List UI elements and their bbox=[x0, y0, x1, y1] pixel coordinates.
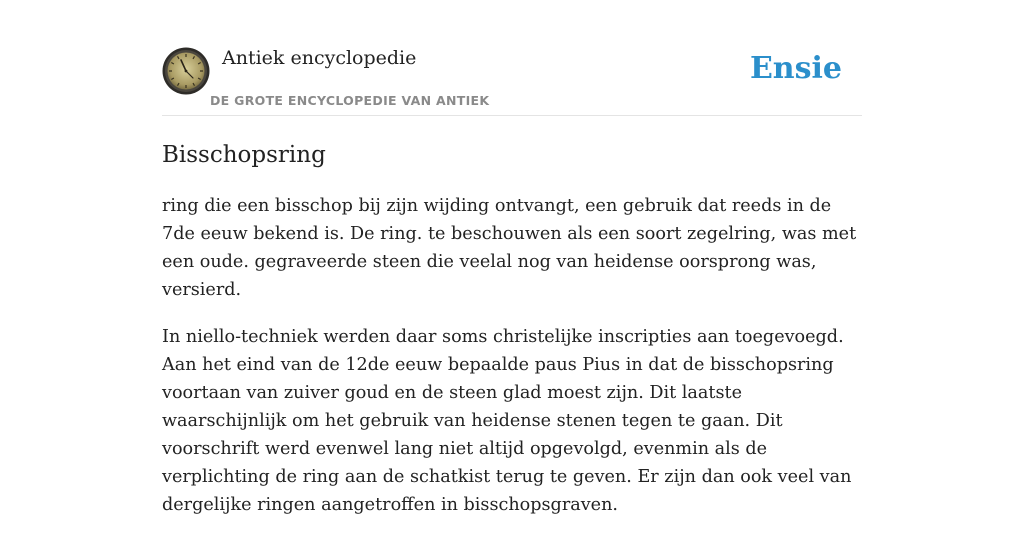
antique-clock-icon[interactable] bbox=[162, 47, 210, 95]
site-header bbox=[162, 0, 862, 116]
article-paragraph: In niello-techniek werden daar soms christelijke inscripties aan toegevoegd. Aan het eind van de 12de eeuw bepaalde paus Pius in dat de bisschopsring voortaan van zuiver goud en de steen glad moest zijn. Dit laatste waarschijnlijk om het gebruik van heidense stenen tegen te gaan. Dit voorschrift werd evenwel lang niet altijd opgevolgd, evenmin als de verplichting de ring aan de schatkist terug te geven. Er zijn dan ook veel van dergelijke ringen aangetroffen in bisschopsgraven. bbox=[162, 327, 852, 515]
article-body bbox=[162, 192, 862, 538]
brand-logo[interactable]: Ensie bbox=[749, 51, 842, 86]
article-paragraph: ring die een bisschop bij zijn wijding ontvangt, een gebruik dat reeds in de 7de eeuw bekend is. De ring. te beschouwen als een soort zegelring, was met een oude. gegraveerde steen die veelal nog van heidense oorsprong was, versierd. bbox=[162, 196, 857, 300]
page bbox=[162, 0, 862, 515]
site-title[interactable]: Antiek encyclopedie bbox=[222, 47, 417, 69]
site-subtitle: DE GROTE ENCYCLOPEDIE VAN ANTIEK bbox=[210, 93, 490, 108]
page-title: Bisschopsring bbox=[162, 142, 326, 168]
